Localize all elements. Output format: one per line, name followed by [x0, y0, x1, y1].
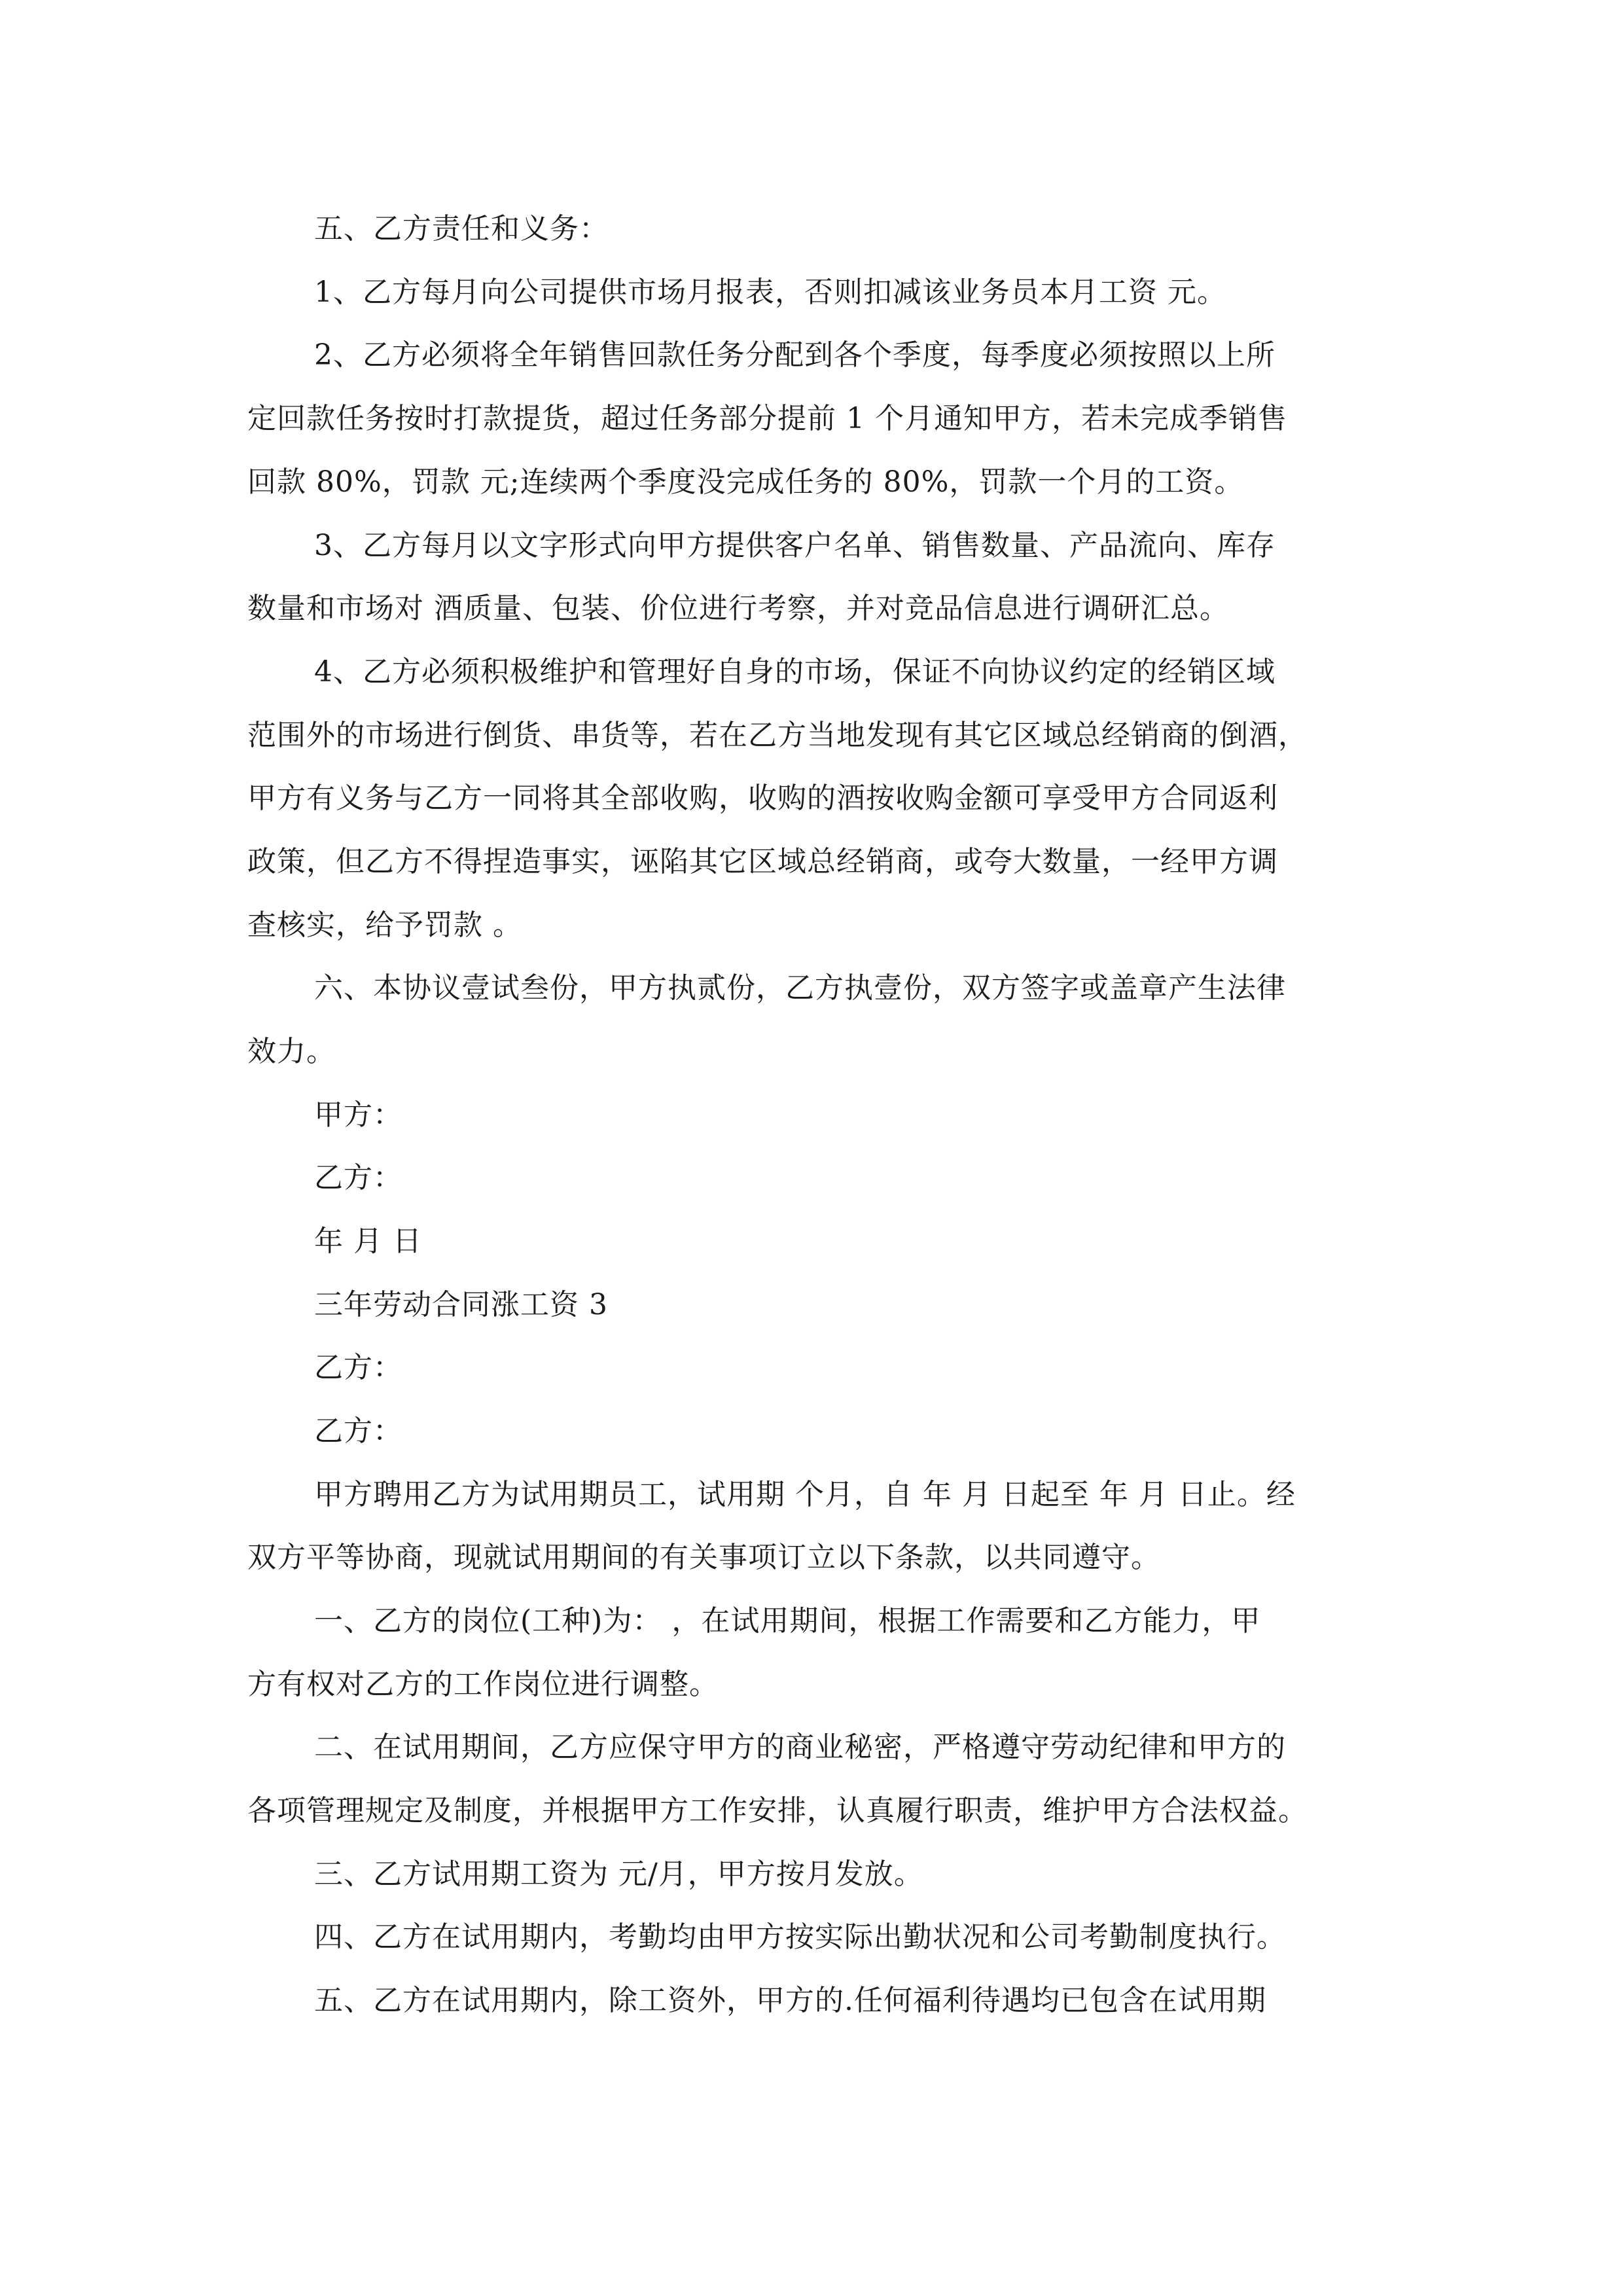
paragraph-line: 六、本协议壹试叁份，甲方执贰份，乙方执壹份，双方签字或盖章产生法律 — [314, 971, 1286, 1005]
section-heading-5: 五、乙方责任和义务： — [314, 212, 609, 245]
paragraph-line: 一、乙方的岗位(工种)为： ，在试用期间，根据工作需要和乙方能力，甲 — [314, 1604, 1261, 1638]
paragraph-line: 4、乙方必须积极维护和管理好自身的市场，保证不向协议约定的经销区域 — [314, 655, 1275, 689]
paragraph-line: 二、在试用期间，乙方应保守甲方的商业秘密，严格遵守劳动纪律和甲方的 — [314, 1731, 1286, 1764]
paragraph-line: 范围外的市场进行倒货、串货等，若在乙方当地发现有其它区域总经销商的倒酒， — [247, 719, 1308, 752]
paragraph-line: 甲方有义务与乙方一同将其全部收购，收购的酒按收购金额可享受甲方合同返利 — [247, 781, 1278, 815]
paragraph-line: 回款 80%，罚款 元;连续两个季度没完成任务的 80%，罚款一个月的工资。 — [247, 465, 1244, 499]
paragraph-line: 各项管理规定及制度，并根据甲方工作安排，认真履行职责，维护甲方合法权益。 — [247, 1794, 1308, 1827]
date-line: 年 月 日 — [314, 1225, 422, 1258]
party-label: 乙方： — [314, 1414, 402, 1448]
paragraph-line: 查核实，给予罚款 。 — [247, 908, 522, 942]
paragraph-line: 五、乙方在试用期内，除工资外，甲方的.任何福利待遇均已包含在试用期 — [314, 1984, 1266, 2017]
paragraph-line: 效力。 — [247, 1035, 336, 1068]
party-b-signature-label: 乙方： — [314, 1161, 402, 1194]
paragraph-line: 1、乙方每月向公司提供市场月报表，否则扣减该业务员本月工资 元。 — [314, 276, 1226, 309]
paragraph-line: 方有权对乙方的工作岗位进行调整。 — [247, 1668, 719, 1701]
paragraph-line: 3、乙方每月以文字形式向甲方提供客户名单、销售数量、产品流向、库存 — [314, 529, 1275, 562]
party-label: 乙方： — [314, 1351, 402, 1384]
paragraph-line: 甲方聘用乙方为试用期员工，试用期 个月，自 年 月 日起至 年 月 日止。经 — [314, 1478, 1296, 1511]
paragraph-line: 双方平等协商，现就试用期间的有关事项订立以下条款，以共同遵守。 — [247, 1541, 1160, 1574]
paragraph-line: 三、乙方试用期工资为 元/月，甲方按月发放。 — [314, 1857, 923, 1891]
party-a-signature-label: 甲方： — [314, 1098, 402, 1132]
paragraph-line: 数量和市场对 酒质量、包装、价位进行考察，并对竞品信息进行调研汇总。 — [247, 592, 1229, 625]
document-subtitle: 三年劳动合同涨工资 3 — [314, 1288, 608, 1321]
paragraph-line: 政策，但乙方不得捏造事实，诬陷其它区域总经销商，或夸大数量，一经甲方调 — [247, 845, 1278, 878]
paragraph-line: 四、乙方在试用期内，考勤均由甲方按实际出勤状况和公司考勤制度执行。 — [314, 1920, 1286, 1954]
paragraph-line: 2、乙方必须将全年销售回款任务分配到各个季度，每季度必须按照以上所 — [314, 338, 1275, 372]
paragraph-line: 定回款任务按时打款提货，超过任务部分提前 1 个月通知甲方，若未完成季销售 — [247, 402, 1287, 435]
